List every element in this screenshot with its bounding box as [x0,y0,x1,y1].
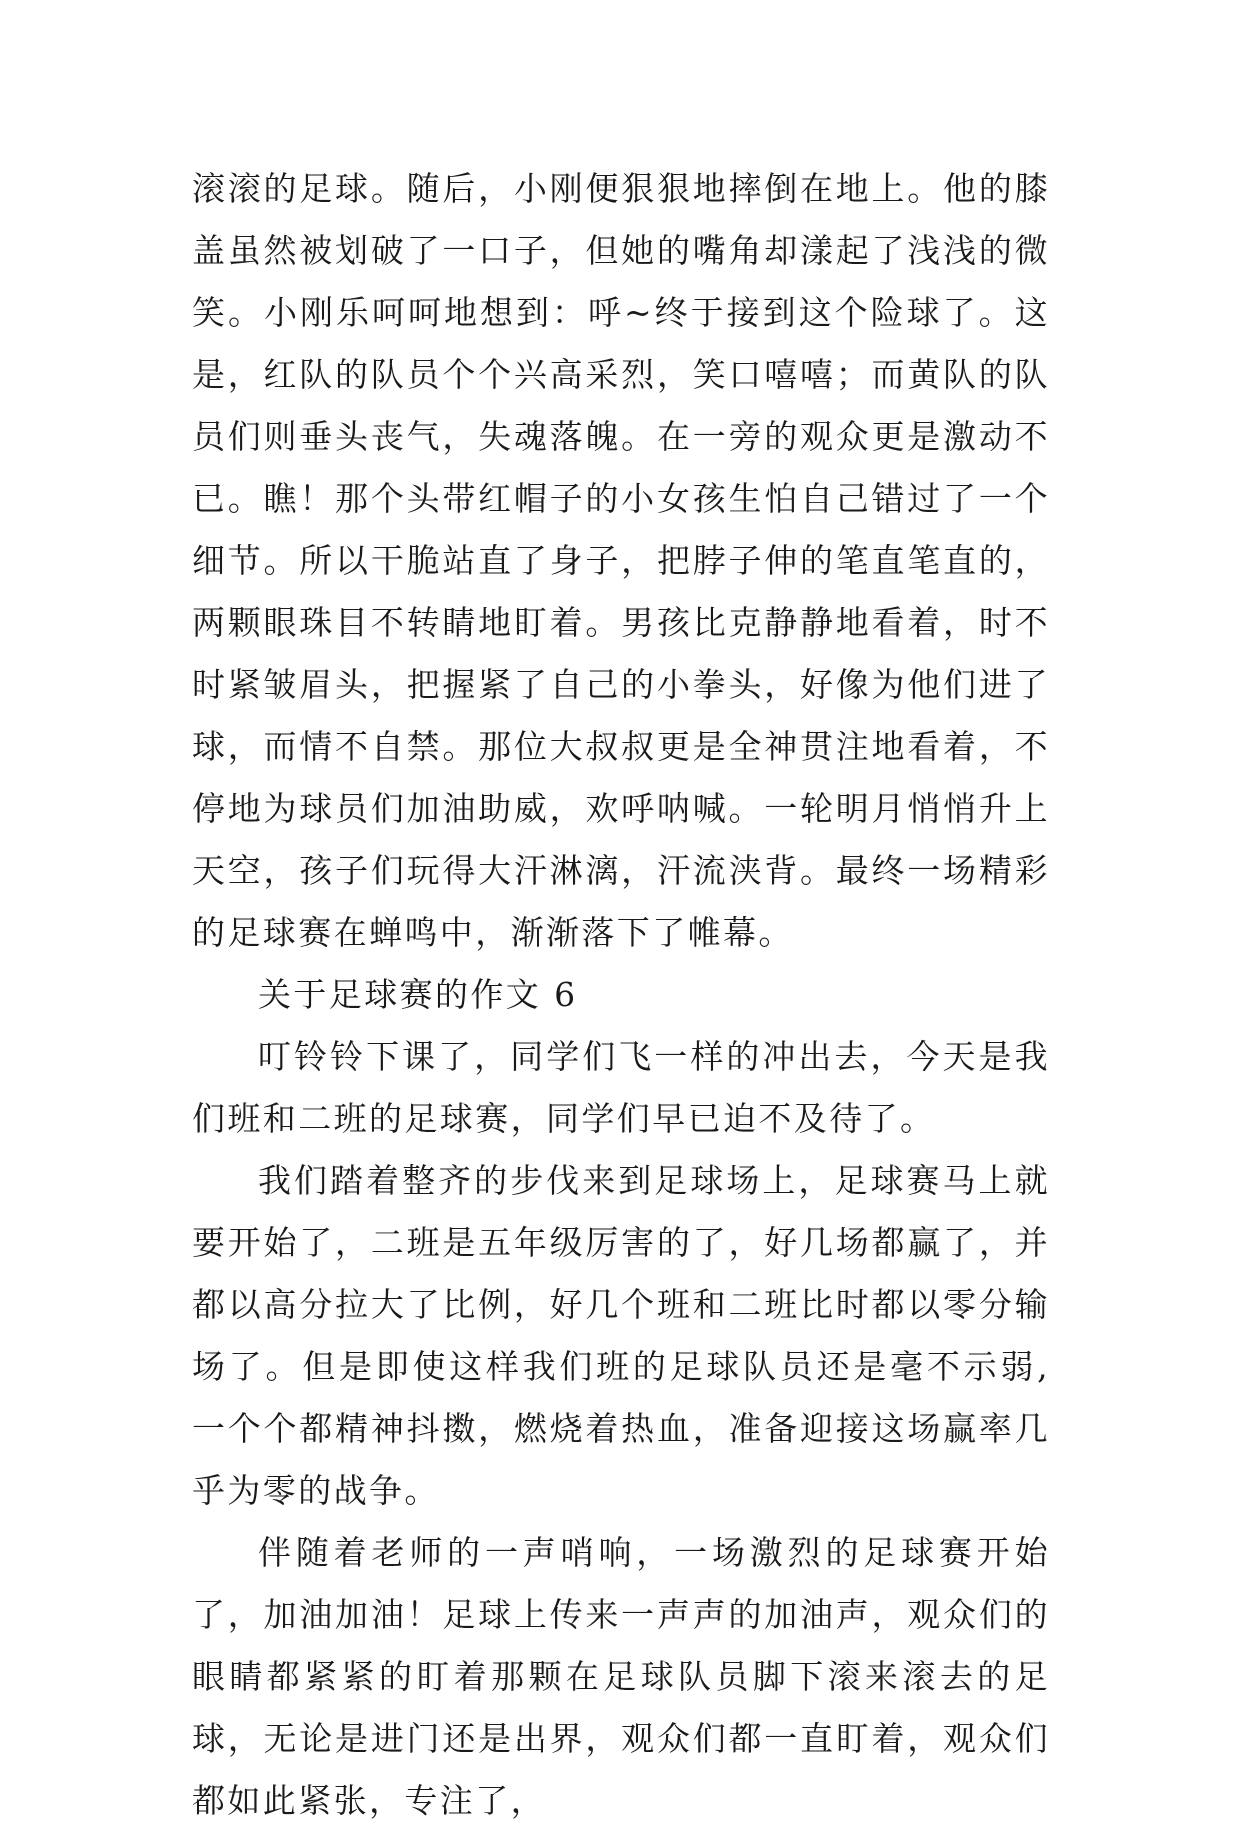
paragraph-2: 我们踏着整齐的步伐来到足球场上，足球赛马上就要开始了，二班是五年级厉害的了，好几场都赢了，并都以高分拉大了比例，好几个班和二班比时都以零分输场了。但是即使这样我们班的足球队员还是毫不示弱,一个个都精神抖擞，燃烧着热血，准备迎接这场赢率几乎为零的战争。 [192,1161,1050,1510]
paragraph-continuation: 滚滚的足球。随后，小刚便狠狠地摔倒在地上。他的膝盖虽然被划破了一口子，但她的嘴角却漾起了浅浅的微笑。小刚乐呵呵地想到：呼~终于接到这个险球了。这是，红队的队员个个兴高采烈，笑口嘻嘻；而黄队的队员们则垂头丧气，失魂落魄。在一旁的观众更是激动不已。瞧！那个头带红帽子的小女孩生怕自己错过了一个细节。所以干脆站直了身子，把脖子伸的笔直笔直的，两颗眼珠目不转睛地盯着。男孩比克静静地看着，时不时紧皱眉头，把握紧了自己的小拳头，好像为他们进了球，而情不自禁。那位大叔叔更是全神贯注地看着，不停地为球员们加油助威，欢呼呐喊。一轮明月悄悄升上天空，孩子们玩得大汗淋漓，汗流浃背。最终一场精彩的足球赛在蝉鸣中，渐渐落下了帷幕。 [192,169,1050,952]
document-body [192,158,1050,1832]
paragraph-3: 伴随着老师的一声哨响，一场激烈的足球赛开始了，加油加油！足球上传来一声声的加油声，观众们的眼睛都紧紧的盯着那颗在足球队员脚下滚来滚去的足球，无论是进门还是出界，观众们都一直盯着，观众们都如此紧张，专注了， [192,1533,1050,1820]
essay-heading: 关于足球赛的作文 6 [258,975,578,1014]
paragraph-1: 叮铃铃下课了，同学们飞一样的冲出去，今天是我们班和二班的足球赛，同学们早已迫不及待了。 [192,1037,1050,1138]
